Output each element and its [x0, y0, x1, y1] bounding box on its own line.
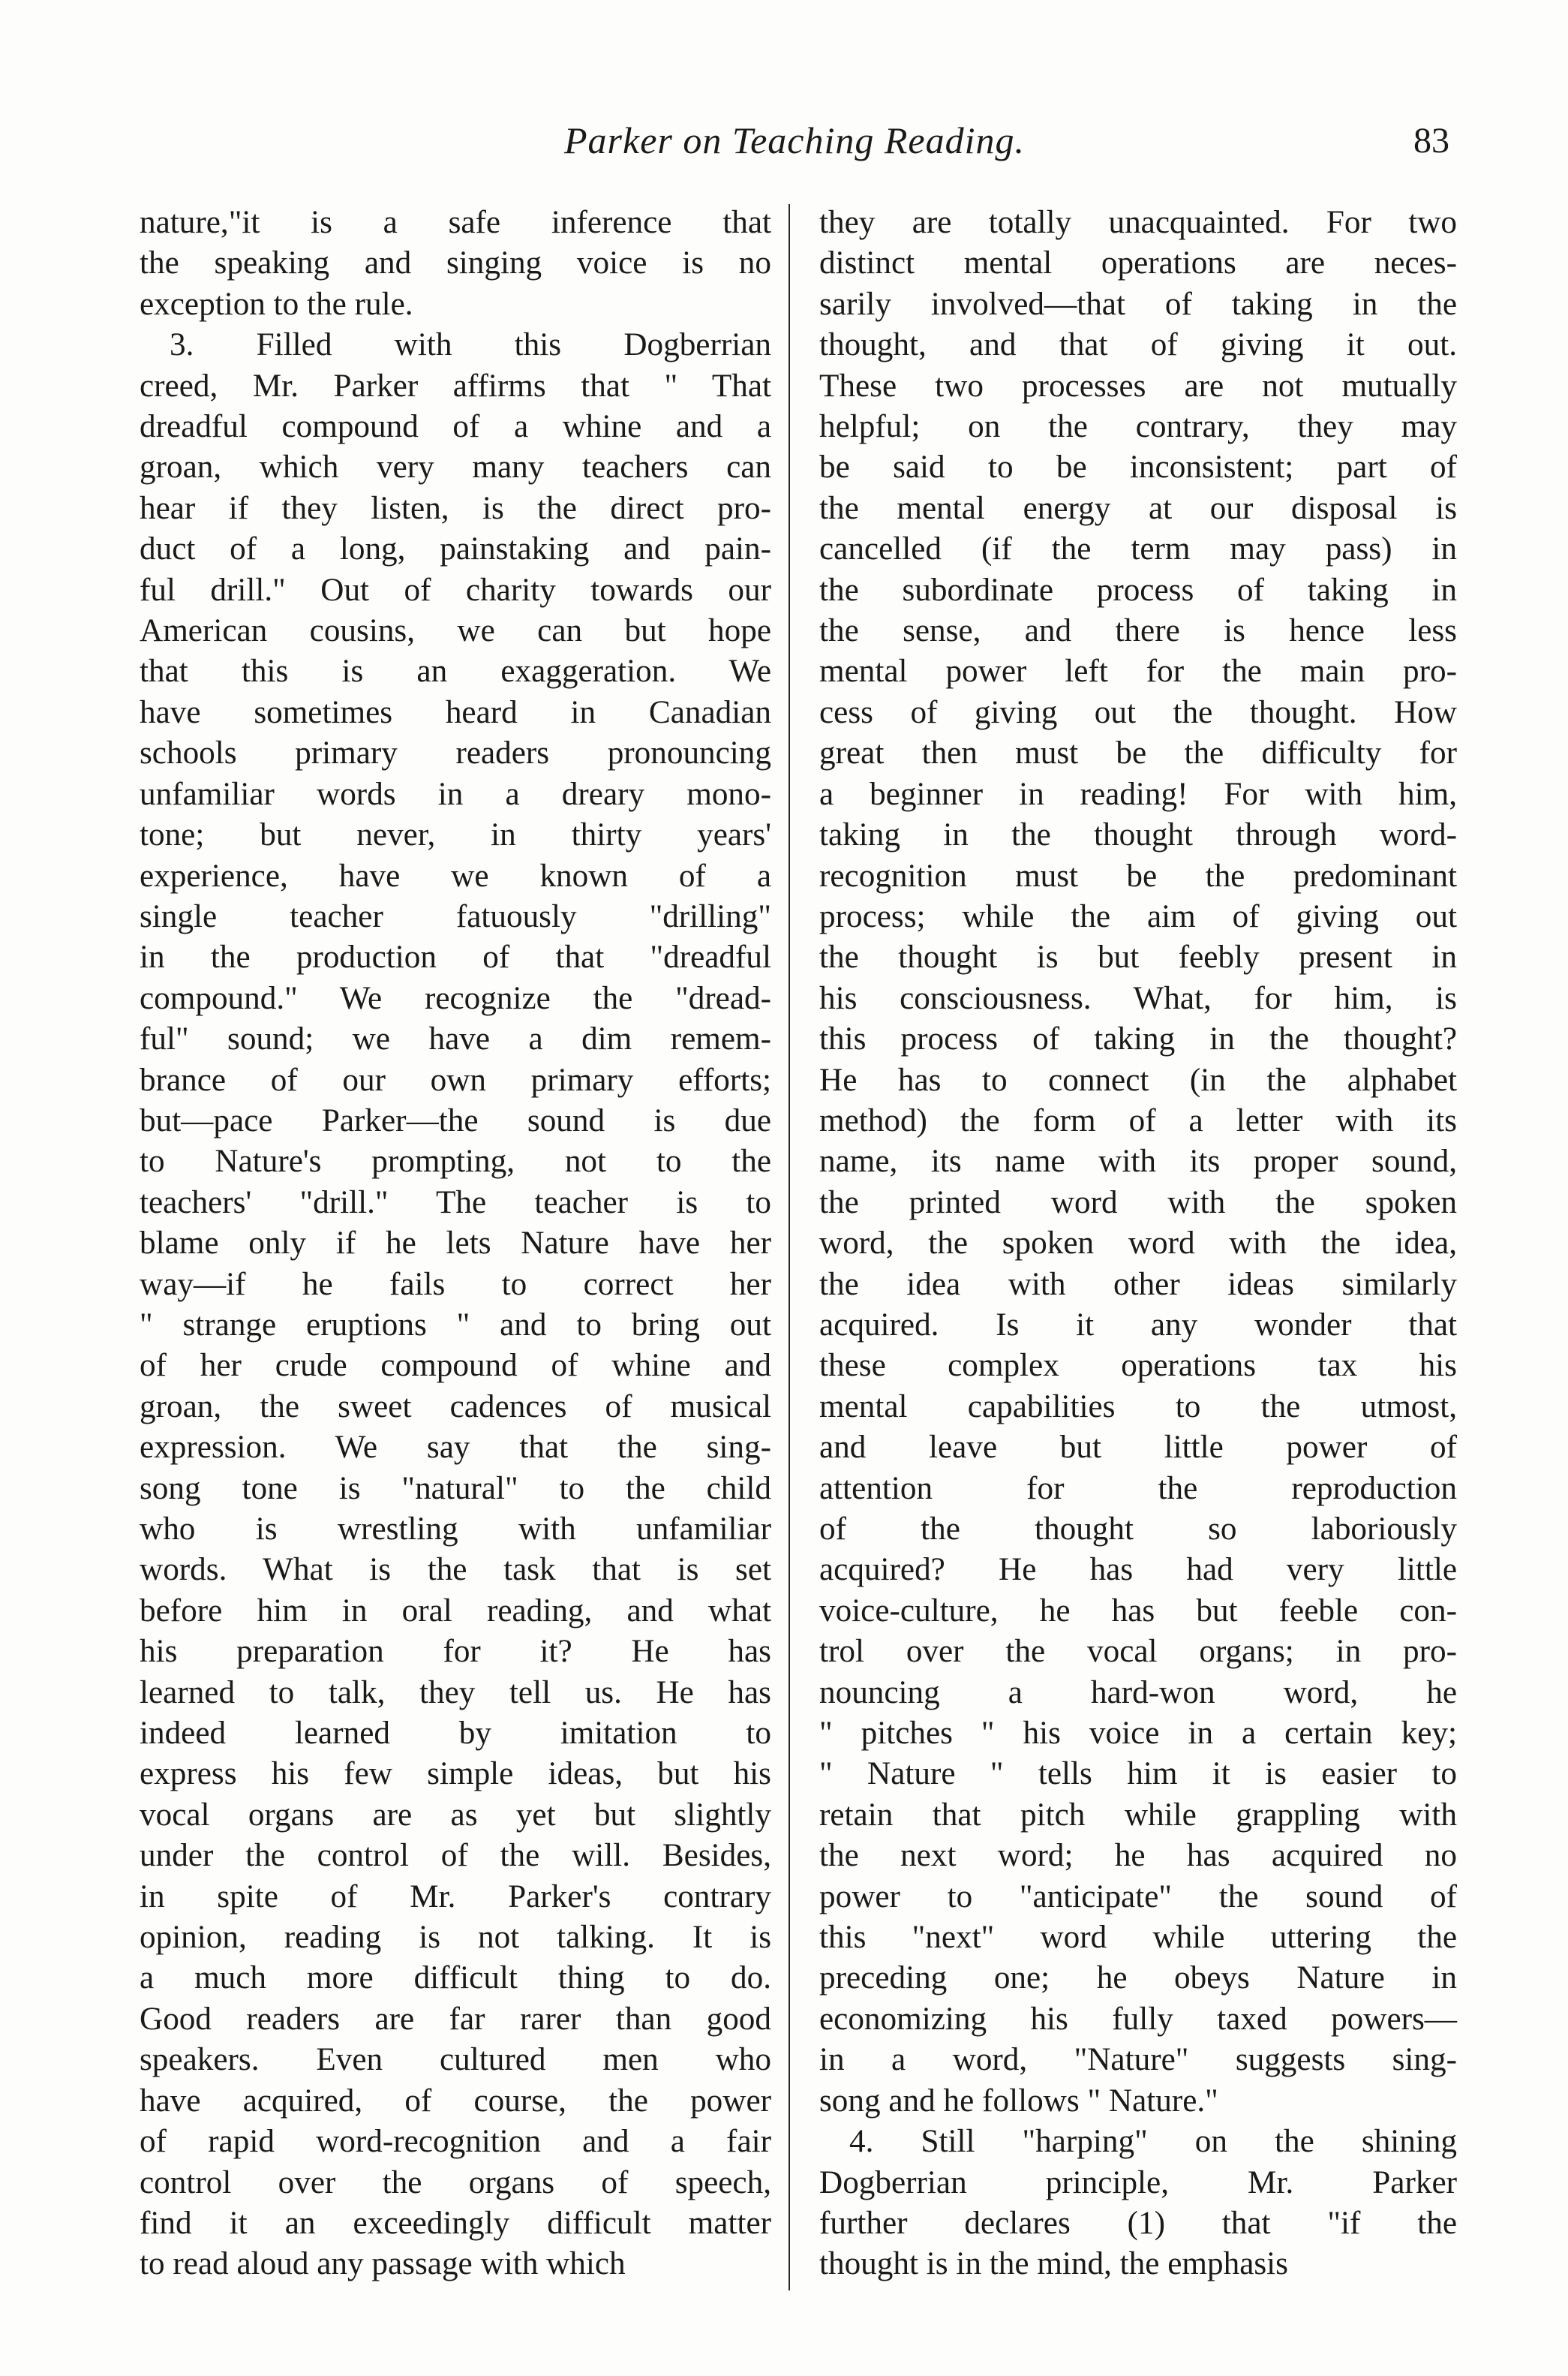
text-line: nature,"it is a safe inference that [140, 205, 771, 240]
text-line: words. What is the task that is set [140, 1552, 771, 1588]
text-line: a much more difficult thing to do. [140, 1960, 771, 1996]
text-line: the next word; he has acquired no [819, 1838, 1457, 1874]
text-line: " pitches " his voice in a certain key; [819, 1716, 1457, 1752]
text-line: the mental energy at our disposal is [819, 490, 1457, 526]
text-line: these complex operations tax his [819, 1348, 1457, 1384]
text-line: that this is an exaggeration. We [140, 654, 771, 690]
text-line: trol over the vocal organs; in pro- [819, 1634, 1457, 1670]
text-line: to Nature's prompting, not to the [140, 1144, 771, 1180]
text-line: duct of a long, painstaking and pain- [140, 531, 771, 567]
text-line: hear if they listen, is the direct pro- [140, 490, 771, 526]
text-line: 3. Filled with this Dogberrian [170, 327, 771, 363]
text-line: tone; but never, in thirty years' [140, 817, 771, 853]
text-line: mental capabilities to the utmost, [819, 1388, 1457, 1424]
text-line: under the control of the will. Besides, [140, 1838, 771, 1874]
text-line: be said to be inconsistent; part of [819, 450, 1457, 486]
text-line: song tone is "natural" to the child [140, 1470, 771, 1506]
text-line: name, its name with its proper sound, [819, 1144, 1457, 1180]
right-text-column [819, 203, 1457, 2285]
text-line: way—if he fails to correct her [140, 1266, 771, 1302]
text-line: 4. Still "harping" on the shining [849, 2124, 1457, 2160]
text-line: acquired. Is it any wonder that [819, 1307, 1457, 1343]
text-line: acquired? He has had very little [819, 1552, 1457, 1588]
text-line: opinion, reading is not talking. It is [140, 1920, 771, 1956]
text-line: of her crude compound of whine and [140, 1348, 771, 1384]
text-line: method) the form of a letter with its [819, 1102, 1457, 1138]
text-line: experience, have we known of a [140, 858, 771, 894]
text-line: who is wrestling with unfamiliar [140, 1511, 771, 1547]
text-line: this process of taking in the thought? [819, 1021, 1457, 1057]
text-line: single teacher fatuously "drilling" [140, 898, 771, 934]
text-line: speakers. Even cultured men who [140, 2042, 771, 2078]
text-line: the thought is but feebly present in [819, 940, 1457, 976]
text-line: have sometimes heard in Canadian [140, 694, 771, 730]
text-line: a beginner in reading! For with him, [819, 776, 1457, 812]
text-line: vocal organs are as yet but slightly [140, 1797, 771, 1833]
text-line: distinct mental operations are neces- [819, 245, 1457, 281]
text-line: song and he follows " Nature." [819, 2083, 1218, 2119]
text-line: find it an exceedingly difficult matter [140, 2205, 771, 2241]
text-line: to read aloud any passage with which [140, 2246, 626, 2282]
text-line: sarily involved—that of taking in the [819, 286, 1457, 322]
text-line: cess of giving out the thought. How [819, 694, 1457, 730]
text-line: learned to talk, they tell us. He has [140, 1674, 771, 1710]
text-line: thought, and that of giving it out. [819, 327, 1457, 363]
text-line: express his few simple ideas, but his [140, 1756, 771, 1792]
left-text-column [140, 203, 771, 2285]
text-line: exception to the rule. [140, 286, 413, 322]
text-line: creed, Mr. Parker affirms that " That [140, 368, 771, 404]
text-line: ful drill." Out of charity towards our [140, 572, 771, 608]
text-line: economizing his fully taxed powers— [819, 2001, 1457, 2037]
text-line: Good readers are far rarer than good [140, 2001, 771, 2037]
text-line: this "next" word while uttering the [819, 1920, 1457, 1956]
running-title: Parker on Teaching Reading. [564, 119, 1025, 161]
text-line: compound." We recognize the "dread- [140, 980, 771, 1016]
text-line: have acquired, of course, the power [140, 2083, 771, 2119]
text-line: unfamiliar words in a dreary mono- [140, 776, 771, 812]
text-line: mental power left for the main pro- [819, 654, 1457, 690]
text-line: Dogberrian principle, Mr. Parker [819, 2164, 1457, 2200]
text-line: groan, which very many teachers can [140, 450, 771, 486]
text-line: his preparation for it? He has [140, 1634, 771, 1670]
text-line: further declares (1) that "if the [819, 2205, 1457, 2241]
text-line: voice-culture, he has but feeble con- [819, 1593, 1457, 1629]
text-line: in a word, "Nature" suggests sing- [819, 2042, 1457, 2078]
text-line: thought is in the mind, the emphasis [819, 2246, 1288, 2282]
text-line: taking in the thought through word- [819, 817, 1457, 853]
text-line: ful" sound; we have a dim remem- [140, 1021, 771, 1057]
text-line: control over the organs of speech, [140, 2164, 771, 2200]
text-line: great then must be the difficulty for [819, 735, 1457, 771]
text-line: they are totally unacquainted. For two [819, 205, 1457, 240]
text-line: dreadful compound of a whine and a [140, 409, 771, 445]
text-line: brance of our own primary efforts; [140, 1062, 771, 1098]
text-line: schools primary readers pronouncing [140, 735, 771, 771]
text-line: before him in oral reading, and what [140, 1593, 771, 1629]
page-number: 83 [1413, 121, 1449, 161]
text-line: cancelled (if the term may pass) in [819, 531, 1457, 567]
text-line: expression. We say that the sing- [140, 1430, 771, 1466]
text-line: power to "anticipate" the sound of [819, 1878, 1457, 1914]
text-line: recognition must be the predominant [819, 858, 1457, 894]
text-line: " Nature " tells him it is easier to [819, 1756, 1457, 1792]
text-line: attention for the reproduction [819, 1470, 1457, 1506]
text-line: his consciousness. What, for him, is [819, 980, 1457, 1016]
text-line: preceding one; he obeys Nature in [819, 1960, 1457, 1996]
text-line: and leave but little power of [819, 1430, 1457, 1466]
text-line: in the production of that "dreadful [140, 940, 771, 976]
text-line: of rapid word-recognition and a fair [140, 2124, 771, 2160]
text-line: the subordinate process of taking in [819, 572, 1457, 608]
text-line: of the thought so laboriously [819, 1511, 1457, 1547]
text-line: the sense, and there is hence less [819, 613, 1457, 649]
text-line: nouncing a hard-won word, he [819, 1674, 1457, 1710]
text-line: but—pace Parker—the sound is due [140, 1102, 771, 1138]
text-line: " strange eruptions " and to bring out [140, 1307, 771, 1343]
column-divider [789, 204, 790, 2290]
text-line: He has to connect (in the alphabet [819, 1062, 1457, 1098]
text-line: American cousins, we can but hope [140, 613, 771, 649]
text-line: the printed word with the spoken [819, 1184, 1457, 1220]
text-line: the idea with other ideas similarly [819, 1266, 1457, 1302]
text-line: word, the spoken word with the idea, [819, 1226, 1457, 1262]
text-line: the speaking and singing voice is no [140, 245, 771, 281]
text-line: teachers' "drill." The teacher is to [140, 1184, 771, 1220]
running-head [140, 119, 1449, 171]
text-line: retain that pitch while grappling with [819, 1797, 1457, 1833]
text-line: blame only if he lets Nature have her [140, 1226, 771, 1262]
text-line: helpful; on the contrary, they may [819, 409, 1457, 445]
text-line: in spite of Mr. Parker's contrary [140, 1878, 771, 1914]
text-line: indeed learned by imitation to [140, 1716, 771, 1752]
text-line: These two processes are not mutually [819, 368, 1457, 404]
text-line: process; while the aim of giving out [819, 898, 1457, 934]
text-line: groan, the sweet cadences of musical [140, 1388, 771, 1424]
